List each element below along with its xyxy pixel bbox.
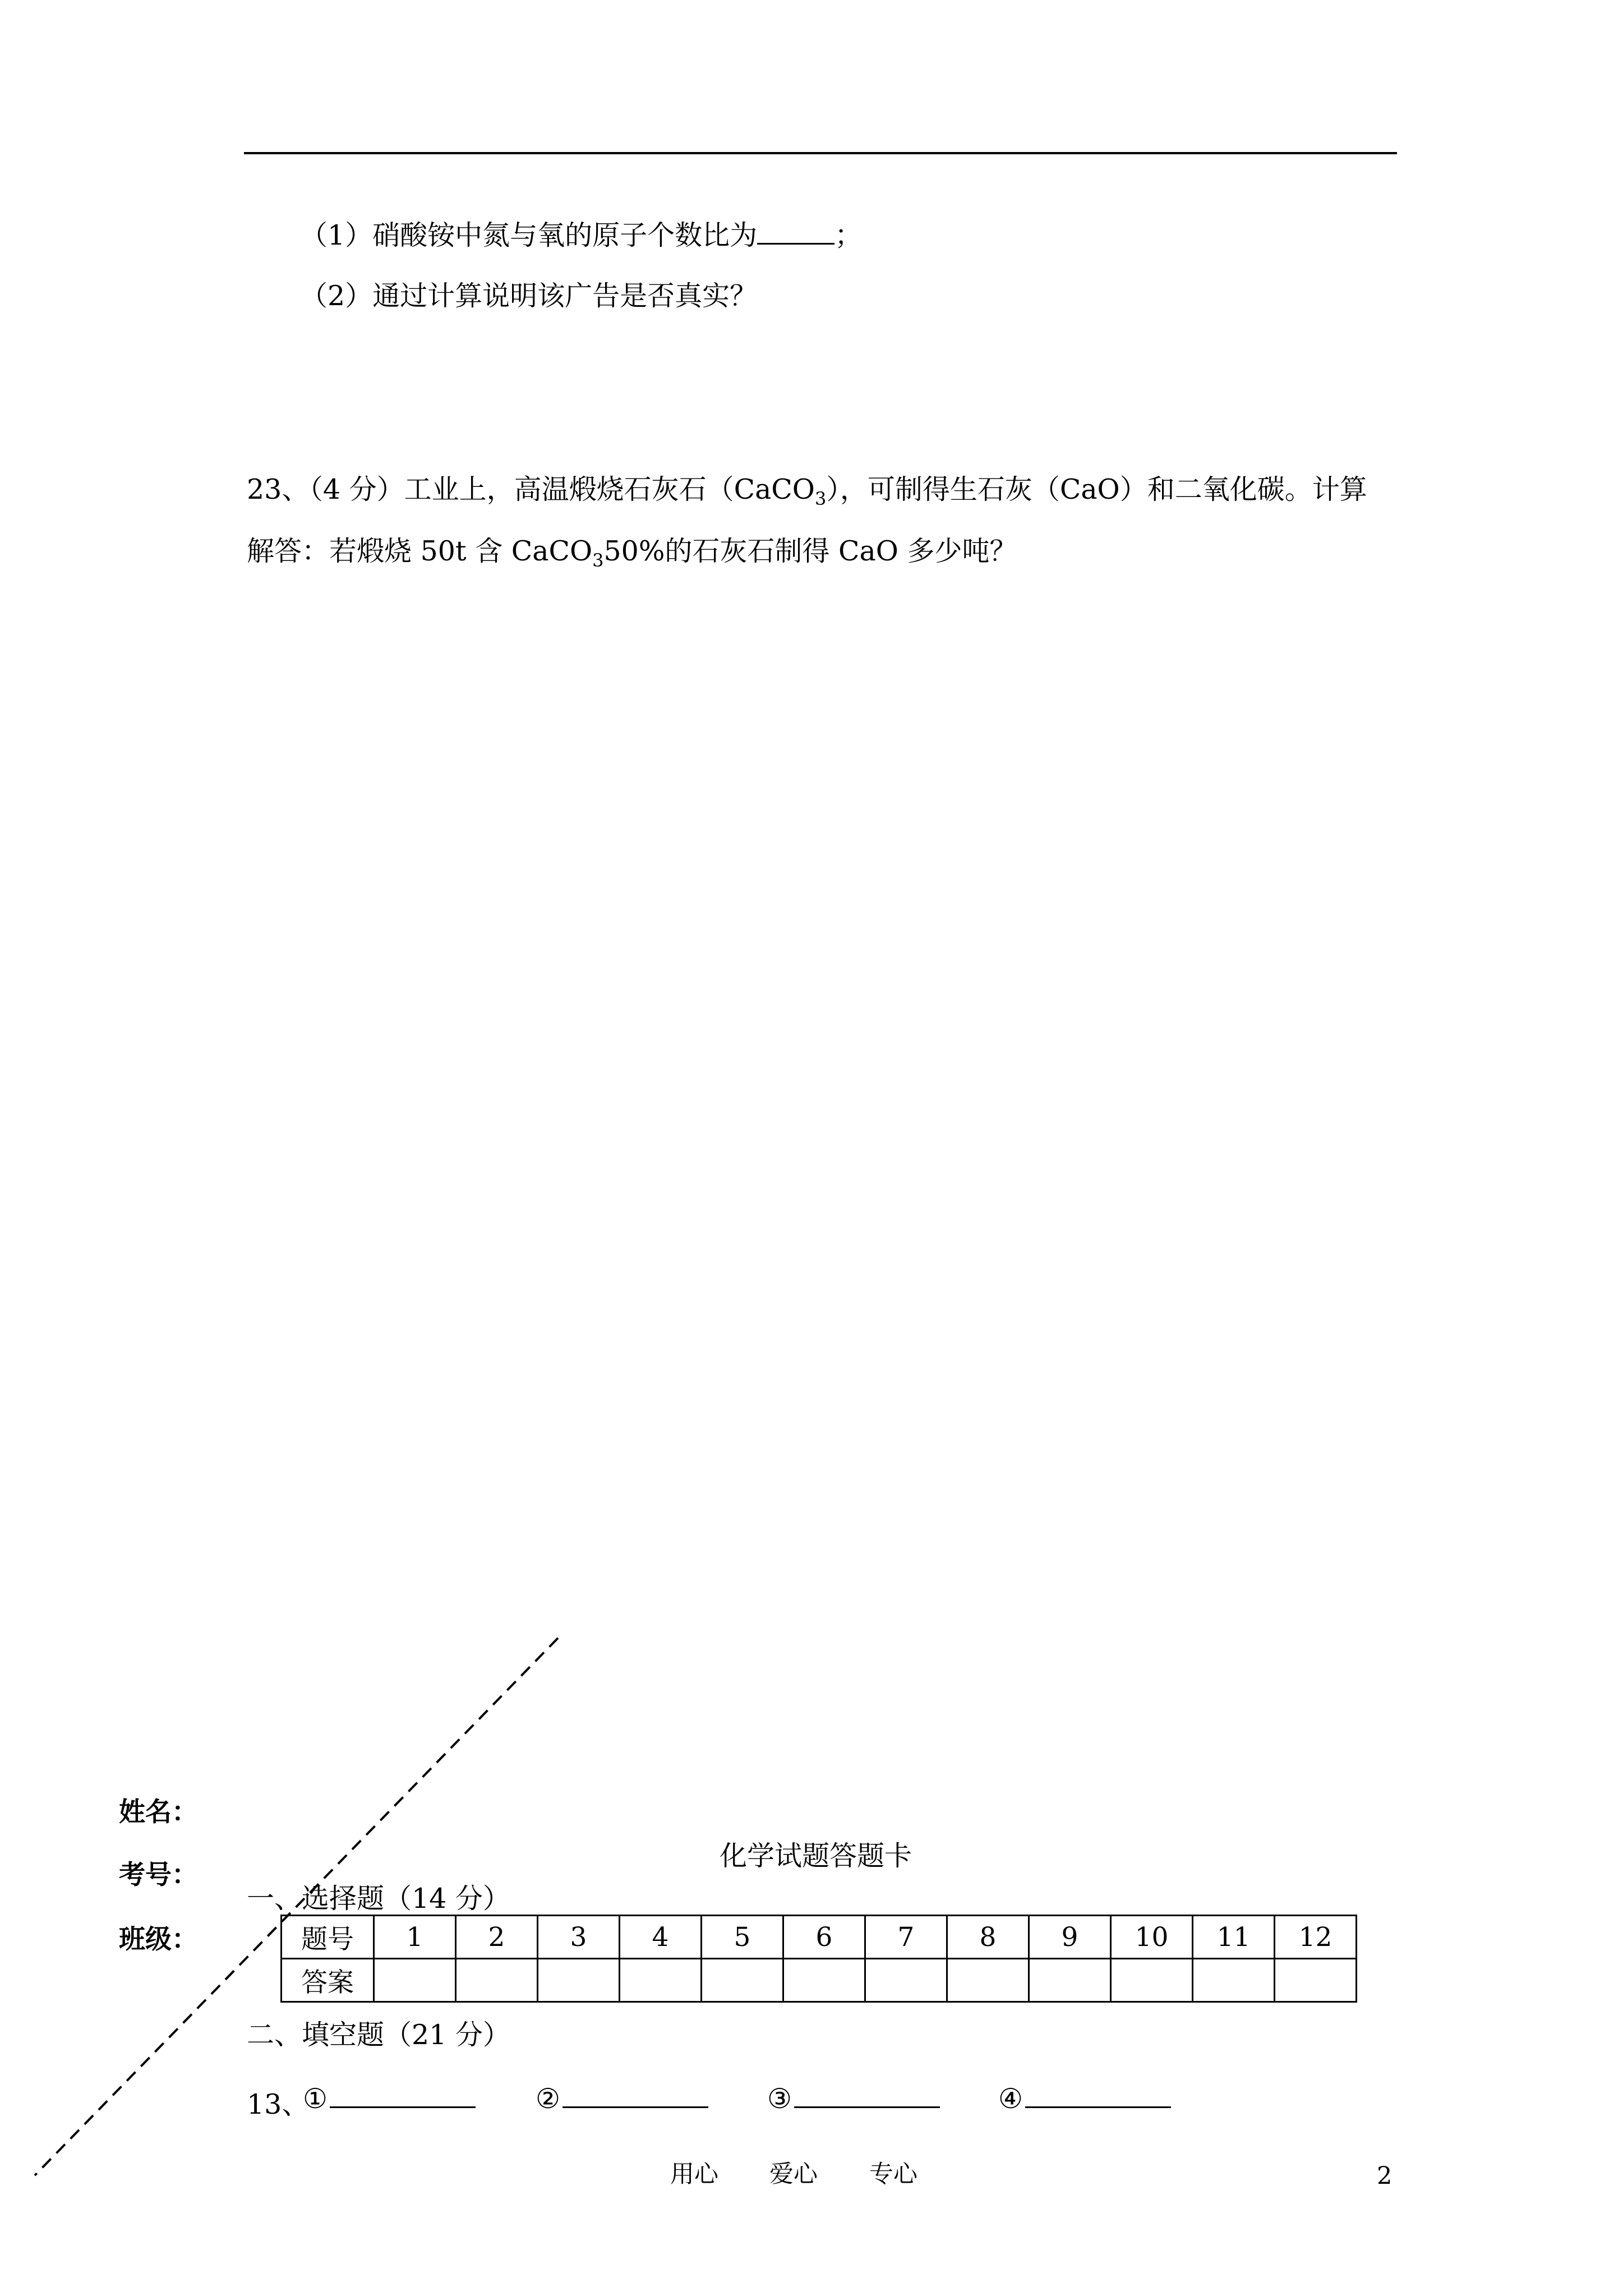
q13-blank-1[interactable]	[330, 2084, 476, 2108]
grid-answer-row	[282, 1959, 1357, 2002]
page-number: 2	[1377, 2162, 1393, 2190]
answer-cell-5[interactable]	[702, 1959, 783, 2002]
grid-number-head: 题号	[282, 1916, 374, 1959]
q23-line2-prefix: 解答：若煅烧 50t 含 CaCO	[247, 535, 593, 567]
q13-mark-1: ①	[303, 2083, 328, 2115]
q13-label: 13、	[247, 2088, 310, 2120]
grid-number-2: 2	[456, 1916, 538, 1959]
q13-item-4	[998, 2083, 1171, 2115]
answer-cell-4[interactable]	[620, 1959, 702, 2002]
grid-number-11: 11	[1193, 1916, 1275, 1959]
answer-cell-10[interactable]	[1111, 1959, 1193, 2002]
grid-number-10: 10	[1111, 1916, 1193, 1959]
grid-number-3: 3	[538, 1916, 620, 1959]
footer-motto-3: 专心	[869, 2160, 917, 2188]
q22-part1-end: ；	[834, 219, 863, 251]
grid-number-6: 6	[783, 1916, 865, 1959]
answer-cell-3[interactable]	[538, 1959, 620, 2002]
q23-line2-sub: 3	[592, 549, 604, 571]
exam-number-label: 考号：	[119, 1860, 198, 1890]
answer-card-title: 化学试题答题卡	[720, 1840, 912, 1872]
answer-cell-2[interactable]	[456, 1959, 538, 2002]
q13-blank-3[interactable]	[794, 2084, 940, 2108]
q13-mark-3: ③	[767, 2083, 792, 2115]
grid-number-9: 9	[1029, 1916, 1111, 1959]
footer-motto-1: 用心	[670, 2160, 718, 2188]
answer-cell-11[interactable]	[1193, 1959, 1275, 2002]
section1-heading: 一、选择题（14 分）	[247, 1883, 510, 1915]
answer-cell-1[interactable]	[374, 1959, 456, 2002]
answer-cell-8[interactable]	[947, 1959, 1029, 2002]
grid-number-8: 8	[947, 1916, 1029, 1959]
answer-grid	[280, 1915, 1357, 2003]
q23-line2-suffix: 50%的石灰石制得 CaO 多少吨？	[603, 535, 1017, 567]
grid-number-row	[282, 1916, 1357, 1959]
q13-item-1	[303, 2083, 476, 2115]
q22-part1-text: （1）硝酸铵中氮与氧的原子个数比为	[300, 219, 758, 251]
grid-number-12: 12	[1275, 1916, 1357, 1959]
section2-heading: 二、填空题（21 分）	[247, 2019, 510, 2051]
q13-item-3	[767, 2083, 940, 2115]
grid-number-1: 1	[374, 1916, 456, 1959]
q23-line1-prefix: 23、（4 分）工业上，高温煅烧石灰石（CaCO	[247, 473, 815, 505]
q13-mark-4: ④	[998, 2083, 1023, 2115]
q13-item-2	[536, 2083, 708, 2115]
grid-number-5: 5	[702, 1916, 783, 1959]
grid-number-4: 4	[620, 1916, 702, 1959]
q23-line1-suffix: ），可制得生石灰（CaO）和二氧化碳。计算	[826, 473, 1367, 505]
answer-cell-9[interactable]	[1029, 1959, 1111, 2002]
q13-mark-2: ②	[536, 2083, 560, 2115]
q22-part2: （2）通过计算说明该广告是否真实？	[300, 280, 758, 312]
grid-number-7: 7	[865, 1916, 947, 1959]
class-label: 班级：	[119, 1924, 198, 1955]
answer-cell-6[interactable]	[783, 1959, 865, 2002]
footer-motto-2: 爱心	[769, 2160, 818, 2188]
answer-cell-7[interactable]	[865, 1959, 947, 2002]
q23-line1-sub: 3	[814, 487, 827, 509]
grid-answer-head: 答案	[282, 1959, 374, 2002]
name-label: 姓名：	[119, 1797, 198, 1828]
answer-cell-12[interactable]	[1275, 1959, 1357, 2002]
q13-blank-2[interactable]	[562, 2084, 708, 2108]
q13-blank-4[interactable]	[1025, 2084, 1171, 2108]
